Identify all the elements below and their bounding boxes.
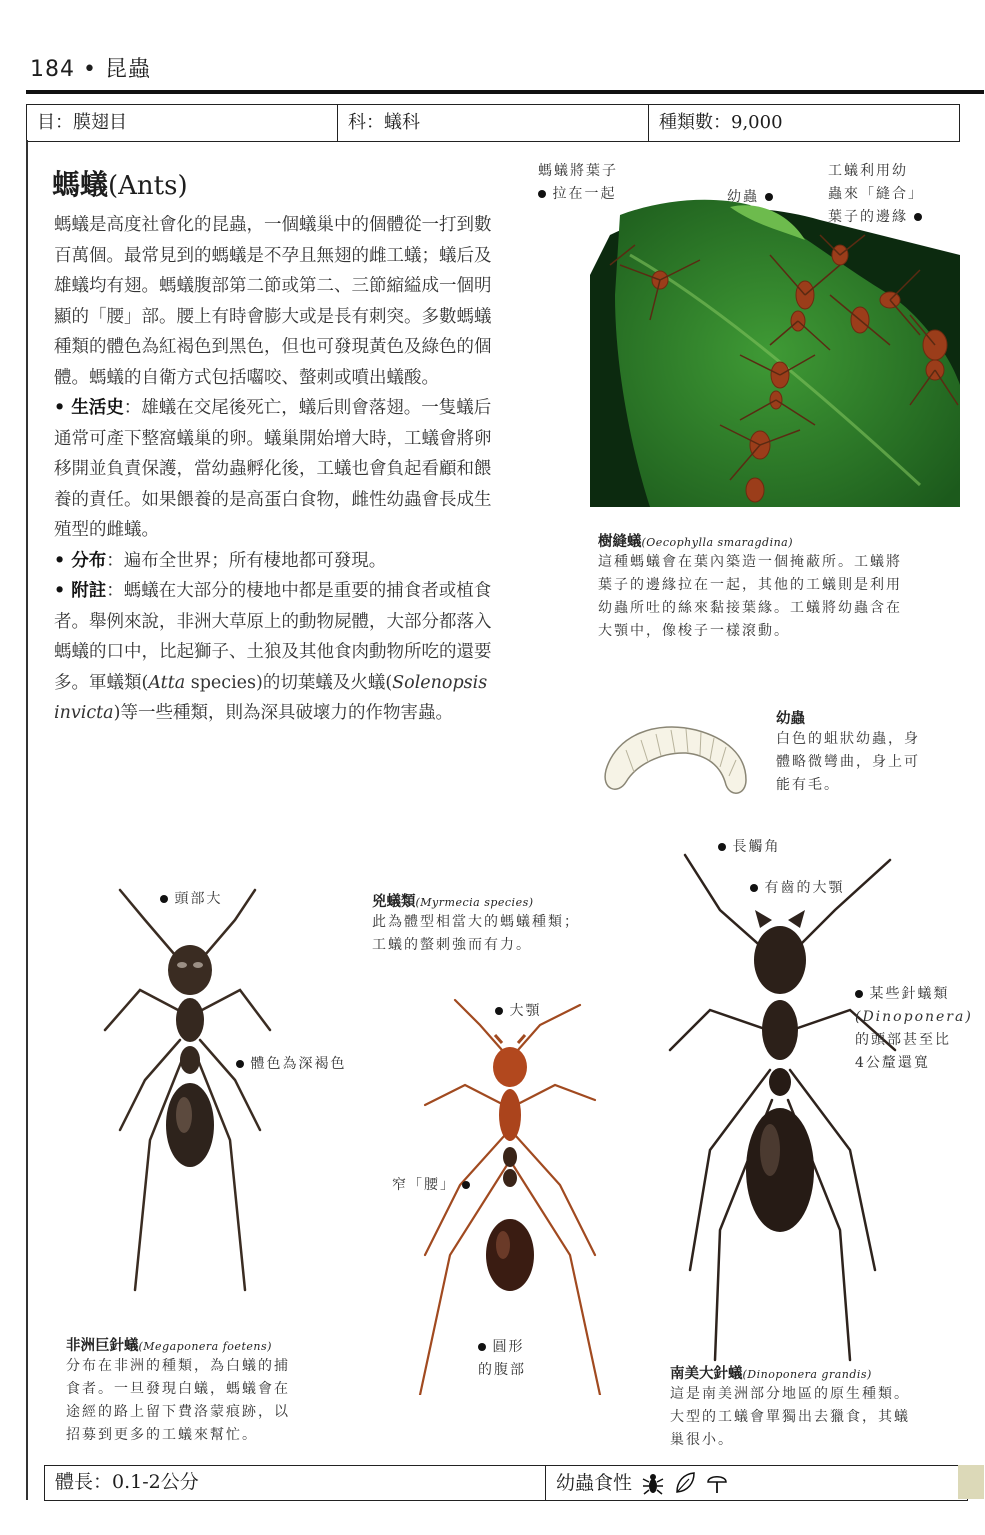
megaponera-ant-illustration xyxy=(100,880,280,1300)
pointer-dot xyxy=(462,1181,470,1189)
life-history-paragraph: • 生活史：雄蟻在交尾後死亡，蟻后則會落翅。一隻蟻后通常可產下整窩蟻巢的卵。蟻巢開始增大時，工蟻會將卵移開並負責保護，當幼蟲孵化後，工蟻也會負起看顧和餵養的責任。如果餵養的是高蛋白食物，雌性幼蟲會長成生殖型的雌蟻。 xyxy=(54,398,492,540)
title-zh: 螞蟻 xyxy=(52,168,109,201)
header-bullet: • xyxy=(83,57,97,82)
megaponera-caption xyxy=(66,1334,346,1447)
pointer-dot xyxy=(478,1343,486,1351)
larva-caption xyxy=(776,707,966,797)
title-en: (Ants) xyxy=(108,171,188,201)
larva-line: 能有毛。 xyxy=(776,777,840,793)
species-count-label: 種類數： xyxy=(659,112,731,133)
taxonomy-family: 科：蟻科 xyxy=(338,105,649,141)
pointer-dot xyxy=(236,1060,244,1068)
pointer-dot xyxy=(538,190,546,198)
life-history-heading: 生活史 xyxy=(71,398,124,418)
fungus-icon xyxy=(706,1471,728,1495)
myrmecia-caption xyxy=(372,890,622,957)
body-length-value: 0.1-2公分 xyxy=(112,1471,199,1493)
megaponera-line: 食者。一旦發現白蟻，螞蟻會在 xyxy=(66,1381,290,1397)
label-long-antenna: 長觸角 xyxy=(718,836,780,859)
label-larva-photo: 幼蟲 xyxy=(727,186,773,209)
megaponera-line: 分布在非洲的種類，為白蟻的捕 xyxy=(66,1358,290,1374)
header-rule xyxy=(26,90,984,94)
label-dark-brown: 體色為深褐色 xyxy=(236,1053,346,1076)
dinoponera-line: 巢很小。 xyxy=(670,1432,734,1448)
pointer-dot xyxy=(718,843,726,851)
megaponera-line: 途經的路上留下費洛蒙痕跡，以 xyxy=(66,1404,290,1420)
megaponera-title: 非洲巨針蟻(Megaponera foetens) xyxy=(66,1337,272,1354)
larva-diet-label: 幼蟲食性 xyxy=(556,1472,633,1494)
weaver-ant-line: 這種螞蟻會在葉內築造一個掩蔽所。工蟻將 xyxy=(598,554,902,570)
body-length-label: 體長： xyxy=(55,1471,113,1493)
left-border-rule xyxy=(26,140,28,1500)
myrmecia-line: 工蟻的螫刺強而有力。 xyxy=(372,937,532,953)
notes-paragraph: • 附註：螞蟻在大部分的棲地中都是重要的捕食者或植食者。舉例來說，非洲大草原上的動物屍體，大部分都落入螞蟻的口中，比起獅子、土狼及其他食肉動物所吃的還要多。軍蟻類(Atta species)的切葉蟻及火蟻(Solenopsis invicta)等一些種類，則為深具破壞力的作物害蟲。 xyxy=(54,581,492,723)
taxonomy-bar xyxy=(26,104,960,142)
taxonomy-species-count xyxy=(649,105,959,141)
page-header xyxy=(30,52,151,83)
pointer-dot xyxy=(750,884,758,892)
page-number: 184 xyxy=(30,57,75,82)
body-text xyxy=(54,210,508,729)
label-large-head: 頭部大 xyxy=(160,888,222,911)
label-round-abdomen: 圓形 的腹部 xyxy=(478,1339,526,1378)
footer-shade xyxy=(958,1465,984,1499)
pointer-dot xyxy=(914,213,922,221)
megaponera-line: 招募到更多的工蟻來幫忙。 xyxy=(66,1427,258,1443)
myrmecia-line: 此為體型相當大的螞蟻種類； xyxy=(372,914,580,930)
section-title: 昆蟲 xyxy=(104,57,151,82)
weaver-ant-line: 大顎中，像梭子一樣滾動。 xyxy=(598,623,790,639)
larva-illustration xyxy=(596,710,756,800)
weaver-ant-title: 樹縫蟻(Oecophylla smaragdina) xyxy=(598,533,794,550)
dinoponera-line: 這是南美洲部分地區的原生種類。 xyxy=(670,1386,910,1402)
dinoponera-line: 大型的工蟻會單獨出去獵食，其蟻 xyxy=(670,1409,910,1425)
label-pull-leaves: 螞蟻將葉子 拉在一起 xyxy=(538,163,618,202)
distribution-heading: 分布 xyxy=(71,550,107,571)
pointer-dot xyxy=(855,990,863,998)
weaver-ant-caption xyxy=(598,530,958,643)
label-narrow-waist: 窄「腰」 xyxy=(392,1174,470,1197)
label-head-width: 某些針蟻類 (Dinoponera) 的頭部甚至比 4公釐還寬 xyxy=(855,986,973,1071)
main-title xyxy=(52,163,188,203)
taxonomy-order: 目：膜翅目 xyxy=(27,105,338,141)
species-count-value: 9,000 xyxy=(731,112,783,133)
dinoponera-caption xyxy=(670,1362,960,1452)
weaver-ant-line: 葉子的邊緣拉在一起，其他的工蟻則是利用 xyxy=(598,577,902,593)
larva-line: 白色的蛆狀幼蟲，身 xyxy=(776,731,920,747)
body-length xyxy=(45,1466,546,1500)
larva-line: 體略微彎曲，身上可 xyxy=(776,754,920,770)
intro-paragraph: 螞蟻是高度社會化的昆蟲，一個蟻巢中的個體從一打到數百萬個。最常見到的螞蟻是不孕且無翅的雌工蟻；蟻后及雄蟻均有翅。螞蟻腹部第二節或第二、三節縮縊成一個明顯的「腰」部。腰上有時會膨大或是長有刺突。多數螞蟻種類的體色為紅褐色到黑色，但也可發現黃色及綠色的個體。螞蟻的自衛方式包括囓咬、螫刺或噴出蟻酸。 xyxy=(54,215,492,388)
dinoponera-ant-illustration xyxy=(660,850,900,1370)
notes-heading: 附註 xyxy=(71,581,107,601)
pointer-dot xyxy=(160,895,168,903)
weaver-ant-line: 幼蟲所吐的絲來黏接葉緣。工蟻將幼蟲含在 xyxy=(598,600,902,616)
myrmecia-title: 兇蟻類(Myrmecia species) xyxy=(372,893,534,910)
larva-title: 幼蟲 xyxy=(776,710,805,727)
leaf-icon xyxy=(674,1471,696,1495)
label-mandible: 大顎 xyxy=(495,1000,541,1023)
pointer-dot xyxy=(495,1007,503,1015)
pointer-dot xyxy=(765,193,773,201)
label-sew-leaves: 工蟻利用幼 蟲來「縫合」 葉子的邊緣 xyxy=(828,163,924,225)
label-toothed-jaws: 有齒的大顎 xyxy=(750,877,844,900)
footer-bar xyxy=(44,1465,968,1501)
dinoponera-title: 南美大針蟻(Dinoponera grandis) xyxy=(670,1365,872,1382)
larva-diet xyxy=(546,1466,738,1500)
distribution-paragraph: • 分布：遍布全世界；所有棲地都可發現。 xyxy=(54,550,387,571)
insect-icon xyxy=(642,1471,664,1495)
